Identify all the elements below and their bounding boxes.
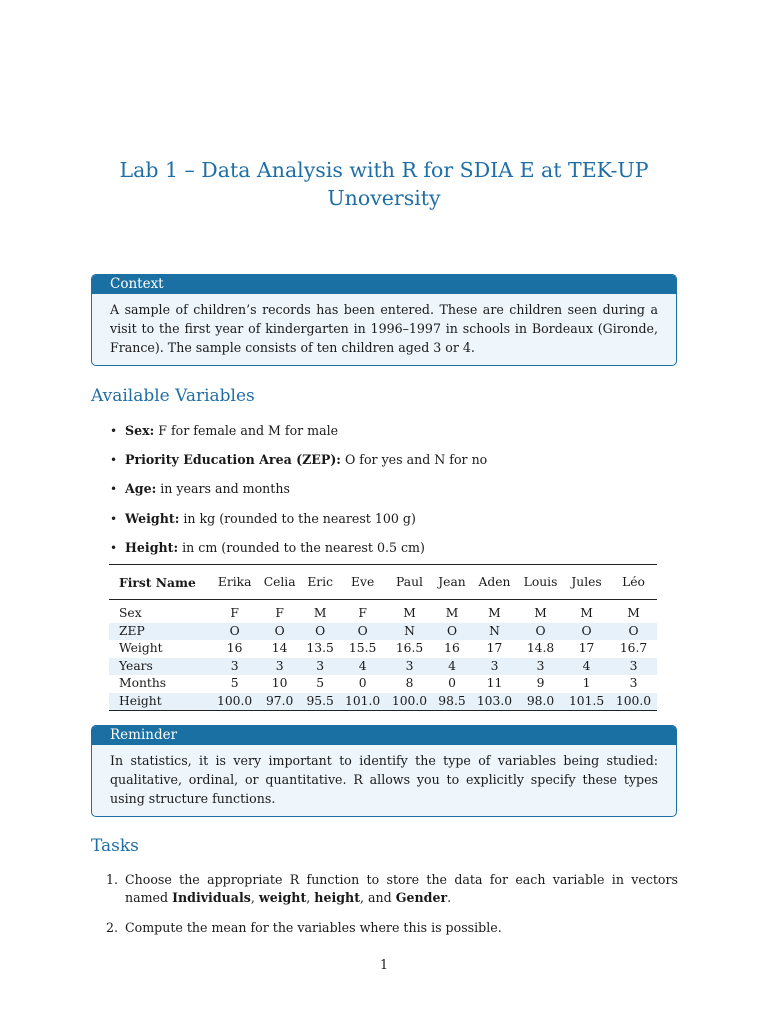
table-cell: 14.8	[526, 641, 555, 655]
tasks-heading: Tasks	[91, 836, 139, 856]
task-text: Choose the appropriate R function to store the data for each variable in vectors named	[125, 872, 678, 905]
task-separator: ,	[306, 890, 315, 905]
table-cell: 17	[578, 641, 595, 655]
table-cell: O	[229, 623, 240, 638]
row-label: Weight	[119, 641, 163, 655]
table-cell: 3	[629, 676, 638, 690]
table-row-zep	[109, 623, 657, 641]
table-cell: M	[313, 606, 327, 620]
task-keyword: Gender	[395, 890, 448, 905]
table-cell: 98.5	[438, 693, 466, 708]
table-cell: 5	[316, 676, 325, 690]
column-header-name: Erika	[217, 575, 252, 589]
context-box	[91, 274, 677, 366]
table-cell: 100.0	[217, 693, 253, 708]
task-keyword: height	[314, 890, 361, 905]
table-row-years	[109, 658, 657, 676]
row-label: Sex	[119, 606, 142, 620]
bullet-icon: •	[110, 482, 118, 497]
table-cell: 100.0	[391, 693, 428, 708]
table-cell: 0	[358, 676, 367, 690]
table-cell: 3	[405, 658, 414, 673]
column-header-name: Celia	[263, 575, 296, 589]
row-label: Height	[119, 693, 162, 708]
variable-description: in years and months	[160, 481, 290, 497]
table-cell: 10	[271, 676, 288, 690]
table-cell: 101.0	[345, 693, 381, 708]
table-cell: 16	[444, 641, 460, 655]
table-cell: M	[580, 606, 593, 620]
variable-description: in cm (rounded to the nearest 0.5 cm)	[182, 539, 425, 555]
table-cell: M	[627, 606, 640, 620]
table-cell: O	[628, 623, 639, 638]
table-cell: 3	[230, 658, 239, 673]
table-cell: M	[488, 606, 501, 620]
task-number: 2.	[106, 920, 119, 935]
table-cell: 4	[358, 658, 367, 673]
variable-description: in kg (rounded to the nearest 100 g)	[183, 510, 416, 526]
column-header-name: Louis	[523, 575, 558, 589]
table-cell: 17	[486, 641, 503, 655]
variable-item-zep	[108, 450, 668, 479]
table-cell: 8	[405, 676, 414, 690]
table-cell: M	[403, 606, 416, 620]
table-cell: N	[489, 623, 500, 638]
table-cell: 101.5	[568, 693, 605, 708]
table-cell: F	[358, 606, 367, 620]
task-end: .	[447, 890, 452, 905]
table-cell: 0	[448, 676, 456, 690]
table-cell: O	[315, 623, 326, 638]
table-cell: 3	[536, 658, 545, 673]
table-cell: 5	[230, 676, 239, 690]
table-cell: 16	[226, 641, 243, 655]
table-cell: 97.0	[265, 693, 294, 708]
column-header-first-name: First Name	[119, 574, 196, 590]
table-cell: 16.5	[395, 641, 424, 655]
column-header-name: Léo	[622, 575, 645, 589]
page-number: 1	[379, 957, 388, 972]
variable-term: Sex:	[125, 423, 155, 438]
table-cell: 15.5	[348, 641, 377, 655]
table-cell: O	[535, 623, 546, 638]
table-cell: 1	[582, 676, 591, 690]
variable-term: Weight:	[125, 510, 180, 526]
table-cell: F	[275, 606, 284, 620]
reminder-box-header: Reminder	[92, 726, 676, 745]
column-header-name: Eric	[307, 575, 334, 589]
table-cell: O	[581, 623, 592, 638]
table-cell: O	[274, 623, 285, 638]
variable-item-height	[108, 538, 668, 567]
table-header-row	[109, 565, 657, 600]
task-item-1	[106, 871, 678, 907]
row-label: ZEP	[119, 623, 145, 638]
column-header-name: Jules	[571, 575, 602, 589]
table-row-weight	[109, 640, 657, 658]
variables-list	[108, 421, 668, 567]
task-keyword: weight	[258, 890, 307, 905]
table-cell: 100.0	[615, 693, 652, 708]
variable-term: Height:	[125, 539, 179, 555]
column-header-name: Jean	[438, 575, 466, 589]
row-label: Years	[119, 658, 153, 673]
task-text: Compute the mean for the variables where this is possible.	[125, 920, 502, 935]
reminder-box-text: In statistics, it is very important to identify the type of variables being studied: qualitative, ordinal, or quantitative. R allows you to explicitly specify these types using structure functions.	[110, 753, 658, 806]
table-cell: M	[445, 606, 459, 620]
table-cell: 13.5	[306, 641, 334, 655]
children-data-table	[109, 564, 657, 711]
column-header-name: Eve	[351, 575, 375, 589]
table-cell: 103.0	[476, 693, 513, 708]
available-variables-heading: Available Variables	[91, 386, 255, 406]
variable-term: Age:	[125, 481, 157, 497]
table-cell: 9	[536, 676, 545, 690]
page-title: Lab 1 – Data Analysis with R for SDIA E at TEK-UP Unoversity	[119, 157, 649, 210]
table-cell: 3	[629, 658, 638, 673]
table-cell: 3	[275, 658, 284, 673]
context-box-header: Context	[92, 275, 676, 294]
table-row-sex	[109, 600, 657, 623]
bullet-icon: •	[110, 511, 118, 526]
table-cell: M	[534, 606, 547, 620]
variable-description: O for yes and N for no	[344, 452, 488, 468]
table-cell: 3	[490, 658, 499, 673]
variable-item-age	[108, 479, 668, 508]
table-cell: 4	[448, 658, 456, 673]
table-cell: 4	[582, 658, 591, 673]
table-cell: 16.7	[619, 641, 648, 655]
table-cell: N	[404, 623, 415, 638]
table-cell: 95.5	[306, 693, 334, 708]
table-cell: F	[230, 606, 239, 620]
table-cell: 14	[271, 641, 288, 655]
task-number: 1.	[106, 872, 119, 887]
table-cell: 98.0	[526, 693, 555, 708]
table-row-months	[109, 675, 657, 693]
task-separator: ,	[250, 890, 259, 905]
column-header-name: Aden	[478, 575, 511, 589]
row-label: Months	[119, 676, 167, 690]
table-cell: 11	[486, 676, 503, 690]
variable-item-sex	[108, 421, 668, 450]
table-cell: 3	[316, 658, 325, 673]
tasks-list	[106, 871, 678, 949]
variable-description: F for female and M for male	[158, 423, 339, 438]
column-header-name: Paul	[396, 575, 423, 589]
reminder-box	[91, 725, 677, 817]
table-row-height	[109, 693, 657, 711]
variable-item-weight	[108, 509, 668, 538]
table-cell: O	[357, 623, 368, 638]
task-item-2	[106, 919, 678, 937]
bullet-icon: •	[110, 540, 118, 555]
table-cell: O	[446, 623, 458, 638]
task-separator: , and	[360, 890, 396, 905]
task-keyword: Individuals	[172, 890, 251, 905]
variable-term: Priority Education Area (ZEP):	[125, 452, 341, 468]
context-box-text: A sample of children’s records has been entered. These are children seen during a visit to the first year of kindergarten in 1996–1997 in schools in Bordeaux (Gironde, France). The sample consists of ten children aged 3 or 4.	[110, 302, 658, 355]
bullet-icon: •	[110, 453, 118, 468]
bullet-icon: •	[110, 424, 118, 438]
